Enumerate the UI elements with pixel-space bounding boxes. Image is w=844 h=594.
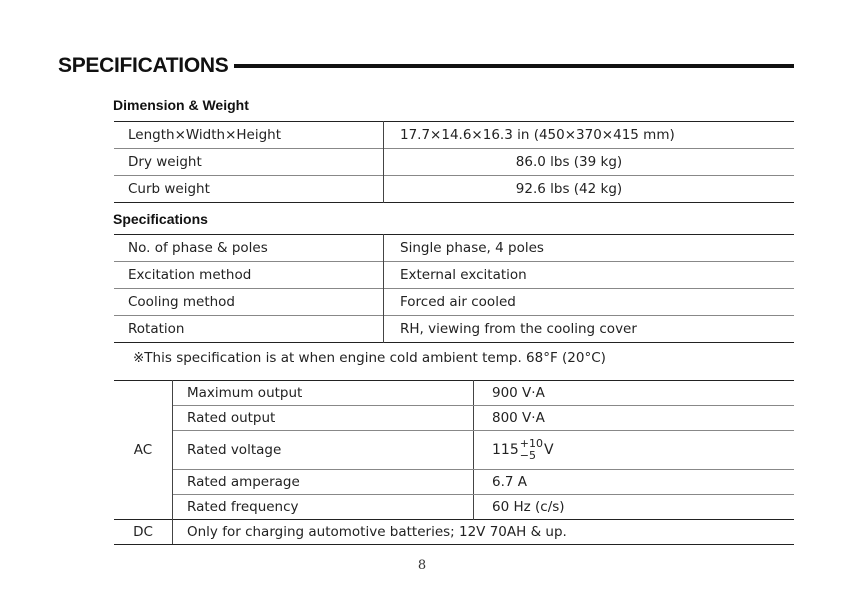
table-row [114,176,794,203]
table-row [114,381,794,406]
row-value: 86.0 lbs (39 kg) [515,154,623,170]
dimension-weight-heading: Dimension & Weight [113,97,249,113]
voltage-tolerance [520,438,543,462]
ac-group-label: AC [114,381,173,520]
specifications-heading: Specifications [113,211,208,227]
dimension-weight-table [114,121,794,203]
row-label: Rated amperage [173,470,474,495]
rated-voltage-value [474,431,795,470]
table-row [114,262,794,289]
dc-value: Only for charging automotive batteries; 12V 70AH & up. [173,520,795,545]
row-label: Cooling method [114,289,384,316]
row-value: 800 V·A [474,406,795,431]
row-value: Forced air cooled [400,294,516,310]
row-label: Dry weight [114,149,384,176]
table-row [114,406,794,431]
table-row [114,520,794,545]
row-label: Rotation [114,316,384,343]
row-value: RH, viewing from the cooling cover [400,321,637,337]
row-value: 900 V·A [474,381,795,406]
row-label: Maximum output [173,381,474,406]
row-label: Length×Width×Height [114,122,384,149]
row-value: 60 Hz (c/s) [492,499,565,515]
dc-group-label: DC [114,520,173,545]
table-row [114,235,794,262]
table-row [114,122,794,149]
page-number: 8 [417,558,427,573]
table-row [114,316,794,343]
electrical-table [114,380,794,545]
table-row [114,470,794,495]
row-label: Rated frequency [173,495,474,520]
row-label: No. of phase & poles [114,235,384,262]
voltage-base: 115 [492,442,519,458]
tolerance-minus: −5 [519,449,536,462]
table-row [114,289,794,316]
row-value: 92.6 lbs (42 kg) [515,181,623,197]
tolerance-plus: +10 [519,437,543,450]
voltage-unit: V [543,442,554,458]
spec-note: ※This specification is at when engine cold ambient temp. 68°F (20°C) [133,350,606,366]
table-row [114,495,794,520]
table-row [114,149,794,176]
row-label: Rated voltage [173,431,474,470]
row-value: 6.7 A [474,470,795,495]
row-label: Excitation method [114,262,384,289]
table-row [114,431,794,470]
row-value: External excitation [400,267,527,283]
row-value: Single phase, 4 poles [400,240,544,256]
specifications-table [114,234,794,343]
page-title: SPECIFICATIONS [58,54,229,77]
row-label: Curb weight [114,176,384,203]
row-label: Rated output [173,406,474,431]
title-rule [234,64,794,68]
voltage-expression [492,438,554,462]
row-value: 17.7×14.6×16.3 in (450×370×415 mm) [400,127,675,143]
